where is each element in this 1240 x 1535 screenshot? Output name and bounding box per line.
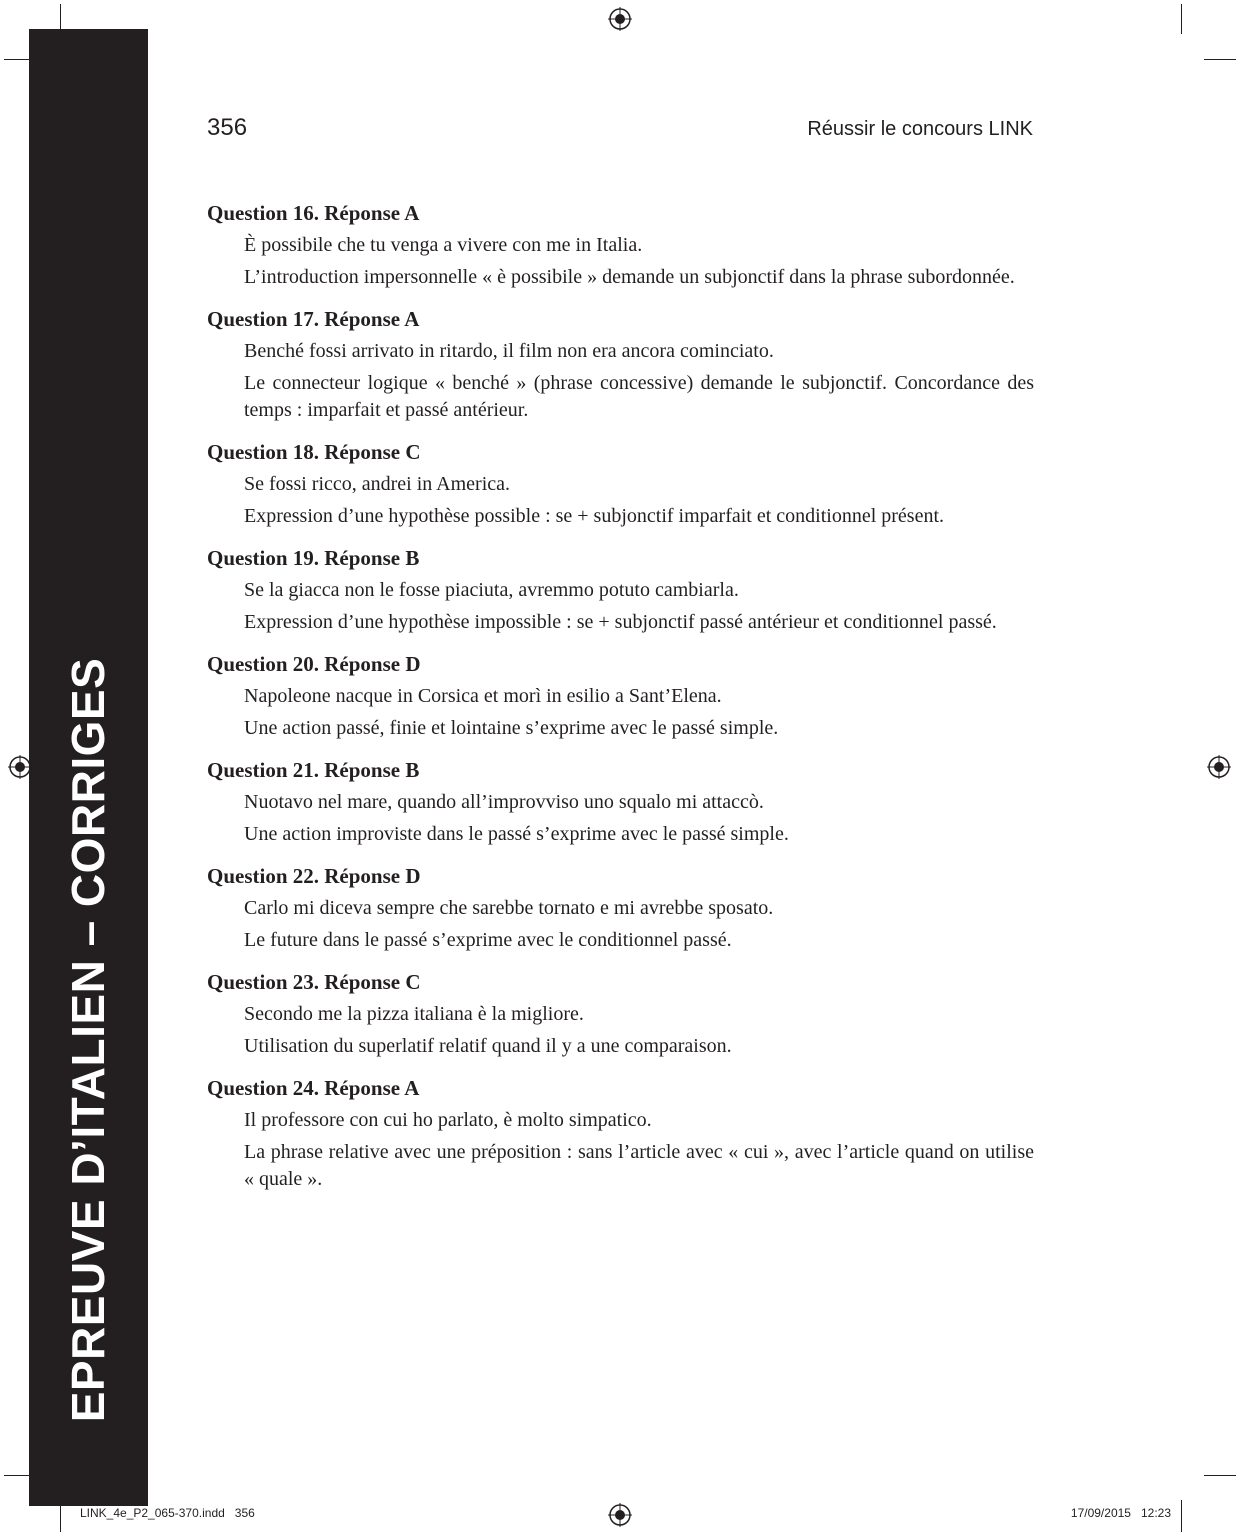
example-sentence: Napoleone nacque in Corsica et morì in esilio a Sant’Elena.: [244, 685, 722, 707]
example-sentence: Se fossi ricco, andrei in America.: [244, 473, 511, 495]
question-block: [207, 439, 1034, 530]
crop-mark: [1181, 1500, 1182, 1532]
question-heading: Question 19. Réponse B: [207, 546, 420, 570]
question-block: [207, 651, 1034, 742]
question-heading: Question 22. Réponse D: [207, 864, 421, 888]
example-sentence: Carlo mi diceva sempre che sarebbe tornato e mi avrebbe sposato.: [244, 897, 774, 919]
question-heading: Question 16. Réponse A: [207, 201, 420, 225]
explanation: L’introduction impersonnelle « è possibile » demande un subjonctif dans la phrase subordonnée.: [244, 266, 1015, 288]
question-heading: Question 20. Réponse D: [207, 652, 421, 676]
question-block: [207, 757, 1034, 848]
explanation: Expression d’une hypothèse possible : se + subjonctif imparfait et conditionnel présent.: [244, 505, 945, 527]
example-sentence: È possibile che tu venga a vivere con me in Italia.: [244, 234, 643, 256]
page-number: 356: [207, 114, 248, 141]
example-sentence: Nuotavo nel mare, quando all’improvviso uno squalo mi attaccò.: [244, 791, 764, 813]
explanation: La phrase relative avec une préposition : sans l’article avec « cui », avec l’article quand on utilise « quale ».: [244, 1141, 1034, 1190]
question-heading: Question 23. Réponse C: [207, 970, 421, 994]
answer-list: [207, 200, 1034, 1208]
question-block: [207, 863, 1034, 954]
example-sentence: Secondo me la pizza italiana è la migliore.: [244, 1003, 584, 1025]
question-heading: Question 21. Réponse B: [207, 758, 420, 782]
question-block: [207, 545, 1034, 636]
footer-file-slug: LINK_4e_P2_065-370.indd 356: [80, 1506, 255, 1520]
explanation: Une action passé, finie et lointaine s’exprime avec le passé simple.: [244, 717, 779, 739]
explanation: Expression d’une hypothèse impossible : se + subjonctif passé antérieur et conditionnel passé.: [244, 611, 997, 633]
example-sentence: Se la giacca non le fosse piaciuta, avremmo potuto cambiarla.: [244, 579, 739, 601]
registration-mark-icon: [608, 1503, 632, 1527]
crop-mark: [1181, 4, 1182, 34]
footer-date-slug: 17/09/2015 12:23: [1070, 1506, 1171, 1520]
example-sentence: Benché fossi arrivato in ritardo, il film non era ancora cominciato.: [244, 340, 774, 362]
crop-mark: [1204, 59, 1236, 60]
question-block: [207, 200, 1034, 291]
explanation: Le connecteur logique « benché » (phrase concessive) demande le subjonctif. Concordance des temps : imparfait et passé antérieur.: [244, 372, 1034, 421]
question-block: [207, 306, 1034, 424]
question-heading: Question 18. Réponse C: [207, 440, 421, 464]
question-block: [207, 969, 1034, 1060]
explanation: Utilisation du superlatif relatif quand il y a une comparaison.: [244, 1035, 732, 1057]
registration-mark-icon: [1207, 755, 1231, 779]
explanation: Une action improviste dans le passé s’exprime avec le passé simple.: [244, 823, 789, 845]
running-header-title: Réussir le concours LINK: [807, 118, 1033, 140]
question-heading: Question 24. Réponse A: [207, 1076, 420, 1100]
explanation: Le future dans le passé s’exprime avec le conditionnel passé.: [244, 929, 732, 951]
registration-mark-icon: [608, 7, 632, 31]
example-sentence: Il professore con cui ho parlato, è molto simpatico.: [244, 1109, 652, 1131]
question-block: [207, 1075, 1034, 1193]
question-heading: Question 17. Réponse A: [207, 307, 420, 331]
side-title: EPREUVE D’ITALIEN – CORRIGES: [62, 657, 114, 1423]
crop-mark: [1204, 1475, 1236, 1476]
